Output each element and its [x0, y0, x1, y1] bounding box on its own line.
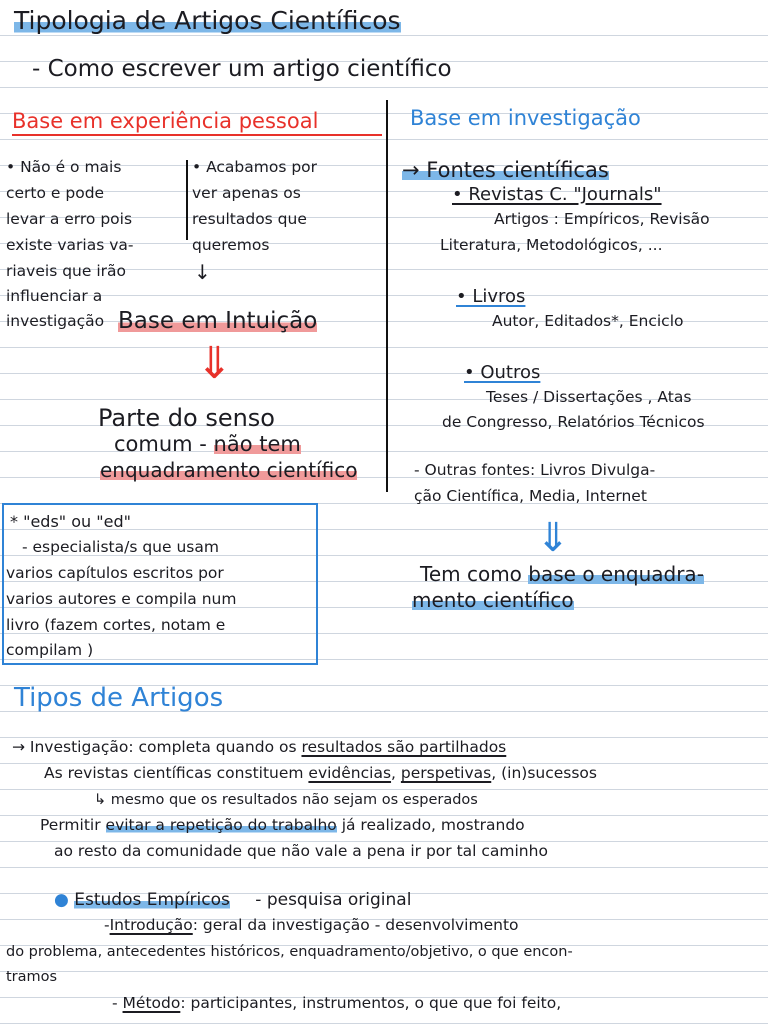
- bullet1-line7: investigação: [6, 312, 105, 330]
- text-span: , (in)sucessos: [491, 764, 597, 782]
- text-span: → Investigação: completa quando os: [12, 738, 302, 756]
- tipos-line-5: ao resto da comunidade que não vale a pena ir por tal caminho: [54, 842, 548, 860]
- empiricos-title-line: [54, 892, 411, 909]
- outros-detail-1: Teses / Dissertações , Atas: [486, 388, 692, 406]
- bullet2-line3: resultados que: [192, 210, 307, 228]
- bullet1-line5: riaveis que irão: [6, 262, 126, 280]
- conclusion-highlight: não tem: [213, 432, 301, 456]
- tipos-line-4: [40, 818, 525, 834]
- text-span: : participantes, instrumentos, o que que foi feito,: [180, 994, 562, 1012]
- revistas-line: • Revistas C. "Journals": [452, 184, 662, 205]
- empiricos-intro-line-2: do problema, antecedentes históricos, enquadramento/objetivo, o que encon-: [6, 944, 573, 960]
- left-heading-underline: [12, 134, 382, 136]
- note-line-4: varios autores e compila num: [6, 590, 237, 608]
- bullet1-line4: existe varias va-: [6, 236, 134, 254]
- page-subtitle: - Como escrever um artigo científico: [32, 56, 452, 82]
- bullet2-line1: • Acabamos por: [192, 158, 318, 176]
- note-line-3: varios capítulos escritos por: [6, 564, 224, 582]
- outras-fontes-1: - Outras fontes: Livros Divulga-: [414, 461, 656, 479]
- page-title-text: Tipologia de Artigos Científicos: [14, 6, 401, 35]
- text-span: -: [104, 916, 110, 934]
- artigos-line2: Literatura, Metodológicos, ...: [440, 236, 663, 254]
- text-span-underlined: Introdução: [109, 916, 193, 934]
- text-span-underlined: evidências: [308, 764, 392, 782]
- left-heading: Base em experiência pessoal: [12, 109, 319, 133]
- bullet2-line2: ver apenas os: [192, 184, 301, 202]
- right-heading: Base em investigação: [410, 106, 641, 130]
- conclusion-line1: Parte do senso: [98, 404, 275, 432]
- conclusion-highlight-2: enquadramento científico: [100, 458, 358, 482]
- empiricos-intro-line: [104, 918, 519, 934]
- outros-detail-2: de Congresso, Relatórios Técnicos: [442, 413, 705, 431]
- note-line-2: - especialista/s que usam: [22, 538, 219, 556]
- artigos-line1: Artigos : Empíricos, Revisão: [494, 210, 710, 228]
- conclusion-text: comum -: [114, 432, 214, 456]
- bullet1-line6: influenciar a: [6, 287, 103, 305]
- conclusion-line2: [114, 434, 301, 455]
- base-intuicao-text: Base em Intuição: [118, 308, 318, 334]
- tem-como-highlight-2: mento científico: [412, 588, 574, 612]
- text-span: : geral da investigação - desenvolvimento: [192, 916, 519, 934]
- empiricos-title-suffix: - pesquisa original: [255, 890, 412, 910]
- tipos-line-3: ↳ mesmo que os resultados não sejam os esperados: [94, 792, 478, 808]
- tipos-heading: Tipos de Artigos: [14, 683, 224, 713]
- text-span-underlined: perspetivas: [400, 764, 492, 782]
- text-span-underlined: Método: [122, 994, 181, 1012]
- tipos-line-1: [12, 740, 506, 756]
- text-span: ,: [391, 764, 401, 782]
- bullet-dot-icon: ●: [54, 890, 69, 910]
- text-span-underlined: resultados são partilhados: [301, 738, 507, 756]
- empiricos-metodo-line: [112, 996, 561, 1012]
- tipos-line-2: [44, 766, 597, 782]
- bullet1-line2: certo e pode: [6, 184, 105, 202]
- text-span: As revistas científicas constituem: [44, 764, 309, 782]
- bullet2-line4: queremos: [192, 236, 270, 254]
- bullet-separator: [186, 160, 188, 240]
- text-span: já realizado, mostrando: [336, 816, 525, 834]
- double-down-arrow-icon: ⇓: [196, 338, 233, 389]
- base-intuicao: [118, 310, 317, 333]
- empiricos-intro-line-3: tramos: [6, 969, 58, 985]
- text-span: -: [112, 994, 123, 1012]
- fontes-line: [402, 160, 609, 181]
- livros-line: • Livros: [456, 286, 526, 307]
- outros-line: • Outros: [464, 362, 541, 383]
- tem-como-line1: [420, 564, 704, 584]
- text-span: Permitir: [40, 816, 106, 834]
- conclusion-line3: [100, 460, 357, 480]
- outras-fontes-2: ção Científica, Media, Internet: [414, 487, 647, 505]
- bullet1-line1: • Não é o mais: [6, 158, 122, 176]
- note-line-6: compilam ): [6, 641, 94, 659]
- double-down-arrow-icon-2: ⇓: [536, 515, 570, 561]
- down-arrow-icon: ↓: [194, 260, 211, 284]
- page-title: [14, 8, 401, 33]
- tem-como-line2: [412, 590, 574, 610]
- text-span-highlight: evitar a repetição do trabalho: [105, 816, 337, 834]
- tem-como-highlight: base o enquadra-: [528, 562, 704, 586]
- bullet1-line3: levar a erro pois: [6, 210, 133, 228]
- fontes-text: → Fontes científicas: [402, 158, 609, 182]
- livros-detail: Autor, Editados*, Enciclo: [492, 312, 684, 330]
- note-line-5: livro (fazem cortes, notam e: [6, 616, 226, 634]
- tem-como-text: Tem como: [420, 562, 529, 586]
- note-line-1: * "eds" ou "ed": [10, 512, 131, 531]
- column-divider: [386, 100, 388, 492]
- empiricos-title: Estudos Empíricos: [74, 890, 230, 910]
